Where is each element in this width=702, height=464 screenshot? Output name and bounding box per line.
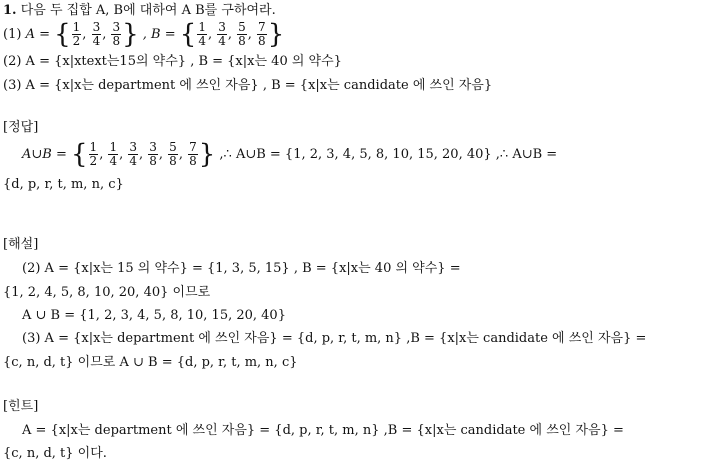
explanation-line-5: {c, n, d, t} 이므로 A ∪ B = {d, p, r, t, m, n, c}: [3, 355, 298, 370]
numerator: 3: [112, 20, 121, 34]
denominator: 4: [129, 154, 137, 168]
fraction: [108, 141, 118, 168]
denominator: 2: [72, 34, 81, 48]
explanation-line-3: A ∪ B = {1, 2, 3, 4, 5, 8, 10, 15, 20, 40}: [22, 308, 286, 323]
comma: ,: [227, 27, 237, 42]
numerator: 5: [238, 20, 246, 34]
problem-stem-text: 다음 두 집합 A, B에 대하여 A B를 구하여라.: [20, 3, 276, 18]
comma: ,: [158, 147, 168, 162]
fraction: [148, 141, 158, 168]
numerator: 1: [72, 20, 81, 34]
numerator: 3: [218, 20, 226, 34]
part-1: (1) A = { $\frac{1}{2}$ , $\frac{3}{4}$ , $\frac{3}{8}$ } , B = { $\frac{1}{4}$ , $\frac{3}{4}$ , $\frac{5}{8}$ , $\frac{7}{8}$ }: [3, 19, 285, 50]
part-1-label: (1): [3, 27, 22, 42]
part-3: (3) A = {x|x는 department 에 쓰인 자음} , B = {x|x는 candidate 에 쓰인 자음}: [3, 78, 493, 93]
denominator: 4: [198, 34, 206, 48]
fraction: [111, 21, 121, 48]
explanation-line-2: {1, 2, 4, 5, 8, 10, 20, 40} 이므로: [3, 285, 211, 300]
answer-line-2: {d, p, r, t, m, n, c}: [3, 177, 124, 192]
numerator: 3: [92, 20, 101, 34]
fraction: [237, 21, 247, 48]
explanation-line-1: (2) A = {x|x는 15 의 약수} = {1, 3, 5, 15} , B = {x|x는 40 의 약수} =: [22, 261, 461, 276]
comma: ,: [139, 147, 148, 162]
denominator: 8: [149, 154, 157, 168]
explanation-line-4: (3) A = {x|x는 department 에 쓰인 자음} = {d, p, r, t, m, n} ,B = {x|x는 candidate 에 쓰인 자음} =: [22, 331, 647, 346]
explanation-header: [해설]: [3, 237, 39, 252]
fraction: [168, 141, 178, 168]
numerator: 1: [198, 20, 206, 34]
fraction: [89, 141, 99, 168]
set-a-fractions: [71, 20, 122, 48]
numerator: 1: [109, 140, 118, 154]
hint-line-2: {c, n, d, t} 이다.: [3, 446, 107, 461]
comma: ,: [82, 27, 91, 42]
fraction: [217, 21, 227, 48]
denominator: 8: [112, 34, 121, 48]
comma: ,: [119, 147, 128, 162]
denominator: 8: [169, 154, 177, 168]
denominator: 8: [189, 154, 197, 168]
comma: ,: [207, 27, 217, 42]
answer-fractions: [88, 140, 199, 168]
fraction: [188, 141, 198, 168]
hint-header: [힌트]: [3, 399, 39, 414]
comma: ,: [178, 147, 188, 162]
fraction: [257, 21, 267, 48]
denominator: 4: [92, 34, 101, 48]
denominator: 4: [109, 154, 118, 168]
denominator: 8: [258, 34, 266, 48]
numerator: 7: [189, 140, 197, 154]
set-b-prefix: , B =: [142, 27, 180, 42]
fraction: [128, 141, 138, 168]
denominator: 4: [218, 34, 226, 48]
numerator: 3: [129, 140, 137, 154]
fraction: [197, 21, 207, 48]
denominator: 8: [238, 34, 246, 48]
denominator: 2: [89, 154, 98, 168]
answer-line-1: A∪B = { $\frac{1}{2}$ , $\frac{1}{4}$ , $\frac{3}{4}$ , $\frac{3}{8}$ , $\frac{5}{8}$ , $\frac{7}{8}$ } ,∴ A∪B = {1, 2, 3, 4, 5, 8, 10, 15, 20, 40} ,∴ A∪B =: [22, 139, 558, 170]
numerator: 1: [89, 140, 98, 154]
set-a-prefix: A =: [25, 27, 55, 42]
numerator: 3: [149, 140, 157, 154]
part-2: (2) A = {x|xtext는15의 약수} , B = {x|x는 40 의 약수}: [3, 54, 342, 69]
fraction: [92, 21, 102, 48]
set-b-fractions: [196, 20, 267, 48]
comma: ,: [247, 27, 257, 42]
numerator: 5: [169, 140, 177, 154]
answer-prefix: A∪B =: [22, 147, 71, 162]
answer-rest: ,∴ A∪B = {1, 2, 3, 4, 5, 8, 10, 15, 20, 40} ,∴ A∪B =: [219, 147, 558, 162]
answer-header: [정답]: [3, 120, 39, 135]
fraction: [72, 21, 82, 48]
numerator: 7: [258, 20, 266, 34]
comma: ,: [102, 27, 111, 42]
comma: ,: [99, 147, 108, 162]
problem-number: 1.: [3, 3, 17, 18]
hint-line-1: A = {x|x는 department 에 쓰인 자음} = {d, p, r, t, m, n} ,B = {x|x는 candidate 에 쓰인 자음} =: [22, 423, 624, 438]
